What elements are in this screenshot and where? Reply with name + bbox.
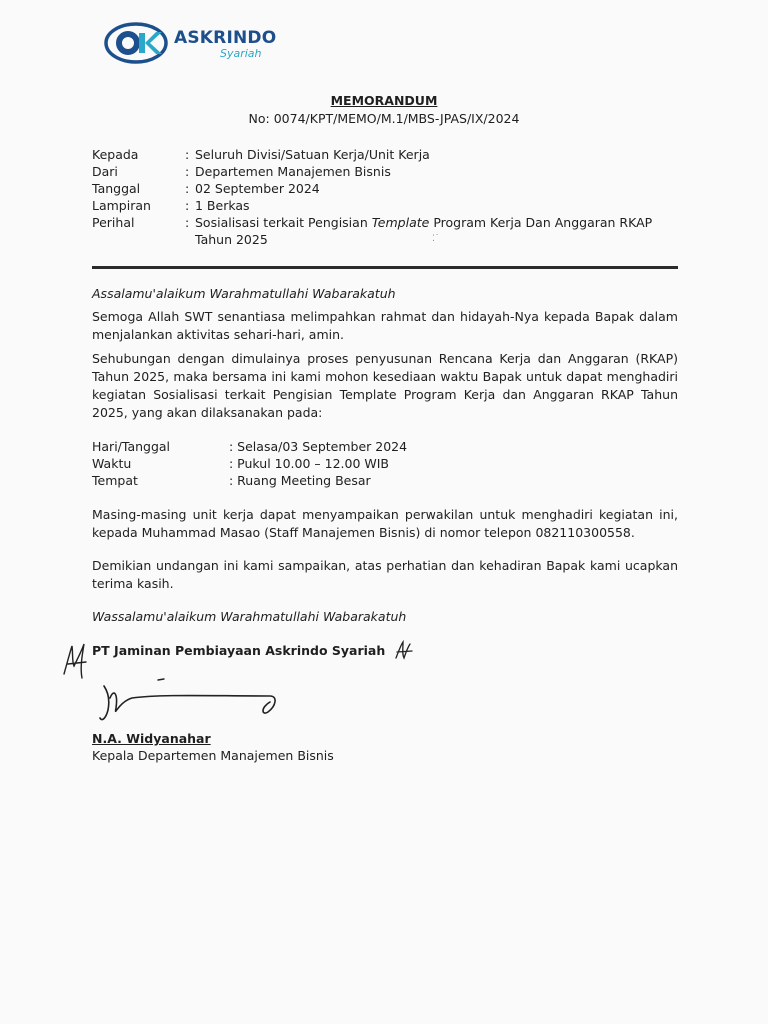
scan-speck: ⁚˙ bbox=[432, 234, 440, 244]
logo-subtitle: Syariah bbox=[220, 47, 262, 60]
handwritten-signature bbox=[92, 668, 292, 728]
paragraph-thanks: Demikian undangan ini kami sampaikan, atas perhatian dan kehadiran Bapak kami ucapkan terima kasih. bbox=[92, 558, 678, 591]
meta-colon: : bbox=[185, 147, 190, 162]
meta-colon: : bbox=[185, 198, 190, 213]
meta-colon: : bbox=[185, 181, 190, 196]
meta-label: Dari bbox=[92, 164, 118, 179]
event-label: Tempat bbox=[92, 473, 138, 488]
event-label: Waktu bbox=[92, 456, 132, 471]
event-value: : Selasa/03 September 2024 bbox=[229, 439, 408, 454]
meta-row-perihal bbox=[92, 214, 682, 248]
meta-label: Tanggal bbox=[92, 181, 141, 196]
paragraph-context: Sehubungan dengan dimulainya proses penyusunan Rencana Kerja dan Anggaran (RKAP) Tahun 2025, maka bersama ini kami mohon kesediaan waktu Bapak untuk dapat menghadiri kegiatan Sosialisasi terkait Pengisian Template Program Kerja dan Anggaran RKAP Tahun 2025, yang akan dilaksanakan pada: bbox=[92, 351, 678, 420]
meta-value bbox=[195, 214, 675, 231]
perihal-text-post: Program Kerja Dan Anggaran RKAP bbox=[429, 215, 653, 230]
meta-label: Kepada bbox=[92, 147, 139, 162]
event-value: : Ruang Meeting Besar bbox=[229, 473, 371, 488]
paragraph-contact: Masing-masing unit kerja dapat menyampaikan perwakilan untuk menghadiri kegiatan ini, kepada Muhammad Masao (Staff Manajemen Bisnis) di nomor telepon 082110300558. bbox=[92, 507, 678, 540]
memo-title: MEMORANDUM bbox=[330, 93, 438, 108]
askrindo-syariah-logo bbox=[104, 20, 294, 68]
memo-number: No: 0074/KPT/MEMO/M.1/MBS-JPAS/IX/2024 bbox=[248, 111, 520, 126]
logo-wordmark: ASKRINDO bbox=[174, 28, 277, 48]
event-value: : Pukul 10.00 – 12.00 WIB bbox=[229, 456, 390, 471]
signer-title: Kepala Departemen Manajemen Bisnis bbox=[92, 748, 334, 763]
header-divider bbox=[92, 266, 678, 269]
initial-paraf-right bbox=[394, 640, 414, 664]
meta-value: 02 September 2024 bbox=[195, 181, 320, 196]
meta-value-continued: Tahun 2025 bbox=[195, 232, 268, 247]
askrindo-logo-icon bbox=[104, 22, 168, 64]
meta-value: Departemen Manajemen Bisnis bbox=[195, 164, 391, 179]
event-label: Hari/Tanggal bbox=[92, 439, 171, 454]
meta-value: Seluruh Divisi/Satuan Kerja/Unit Kerja bbox=[195, 147, 430, 162]
company-name: PT Jaminan Pembiayaan Askrindo Syariah bbox=[92, 643, 386, 658]
perihal-text-italic: Template bbox=[371, 215, 430, 230]
meta-label: Perihal bbox=[92, 215, 135, 230]
perihal-text-pre: Sosialisasi terkait Pengisian bbox=[195, 215, 372, 230]
greeting: Assalamu'alaikum Warahmatullahi Wabarakatuh bbox=[92, 286, 396, 301]
initial-paraf-left bbox=[60, 640, 90, 680]
paragraph-opening: Semoga Allah SWT senantiasa melimpahkan rahmat dan hidayah-Nya kepada Bapak dalam menjalankan aktivitas sehari-hari, amin. bbox=[92, 309, 678, 342]
meta-colon: : bbox=[185, 164, 190, 179]
meta-colon: : bbox=[185, 215, 190, 230]
closing-greeting: Wassalamu'alaikum Warahmatullahi Wabarakatuh bbox=[92, 609, 407, 624]
meta-value: 1 Berkas bbox=[195, 198, 250, 213]
signer-name: N.A. Widyanahar bbox=[92, 731, 211, 746]
meta-label: Lampiran bbox=[92, 198, 151, 213]
